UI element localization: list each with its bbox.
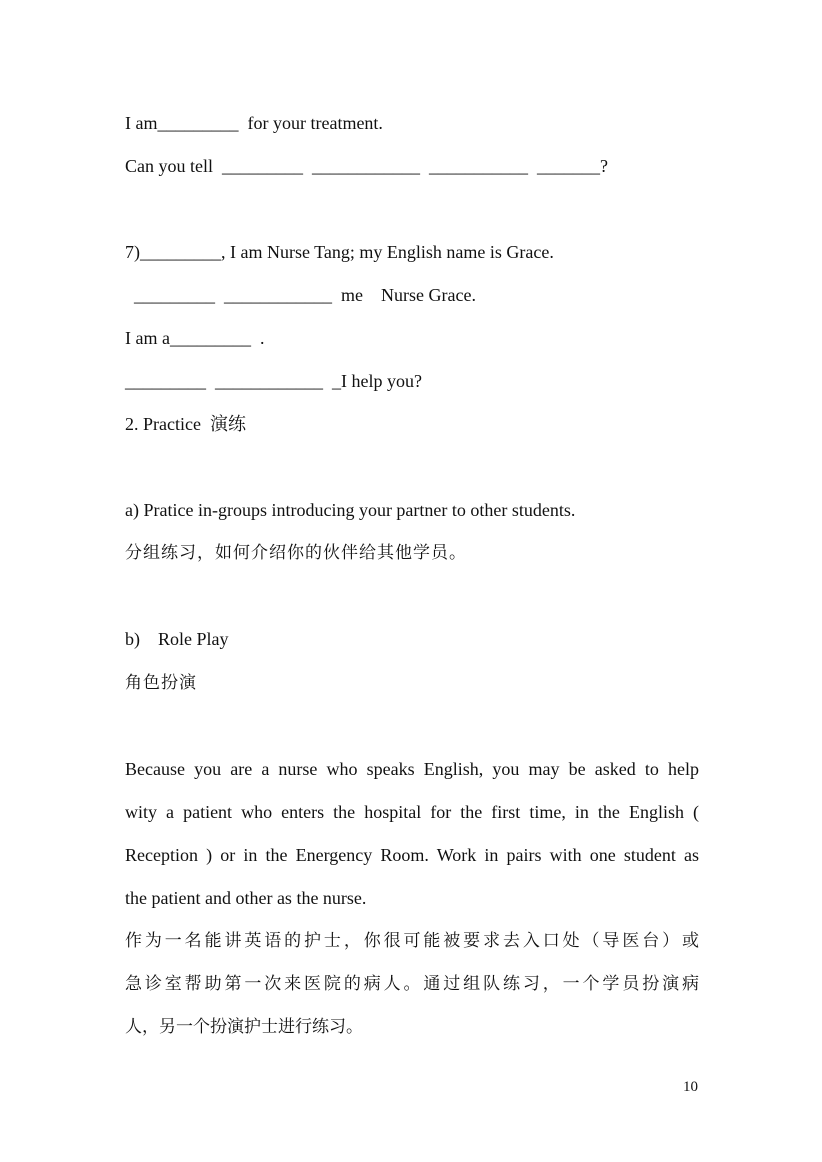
practice-heading: 2. Practice 演练 xyxy=(125,414,246,434)
exercise-line-treatment: I am_________ for your treatment. xyxy=(125,113,383,133)
paragraph-en-line-4: the patient and other as the nurse. xyxy=(125,888,367,908)
exercise-line-can-you-tell: Can you tell _________ ____________ ___________ _______? xyxy=(125,156,608,176)
item7-line1: 7)_________, I am Nurse Tang; my English name is Grace. xyxy=(125,242,554,262)
paragraph-en-line-2: wity a patient who enters the hospital for the first time, in the English ( xyxy=(125,802,699,822)
page-number: 10 xyxy=(683,1079,698,1095)
paragraph-zh-line-1: 作为一名能讲英语的护士，你很可能被要求去入口处（导医台）或 xyxy=(125,931,699,951)
paragraph-zh-line-2: 急诊室帮助第一次来医院的病人。通过组队练习，一个学员扮演病 xyxy=(125,974,699,994)
practice-b-chinese-heading: 角色扮演 xyxy=(125,673,197,693)
item7-line4: _________ ____________ _I help you? xyxy=(125,371,422,391)
practice-b-heading: b) Role Play xyxy=(125,629,229,649)
paragraph-zh-line-3: 人，另一个扮演护士进行练习。 xyxy=(125,1017,363,1037)
item7-line2: _________ ____________ me Nurse Grace. xyxy=(134,285,476,305)
practice-a-english: a) Pratice in-groups introducing your partner to other students. xyxy=(125,500,576,520)
paragraph-en-line-1: Because you are a nurse who speaks English, you may be asked to help xyxy=(125,759,699,779)
item7-line3: I am a_________ . xyxy=(125,328,265,348)
paragraph-en-line-3: Reception ) or in the Energency Room. Work in pairs with one student as xyxy=(125,845,699,865)
practice-a-chinese: 分组练习，如何介绍你的伙伴给其他学员。 xyxy=(125,543,467,563)
